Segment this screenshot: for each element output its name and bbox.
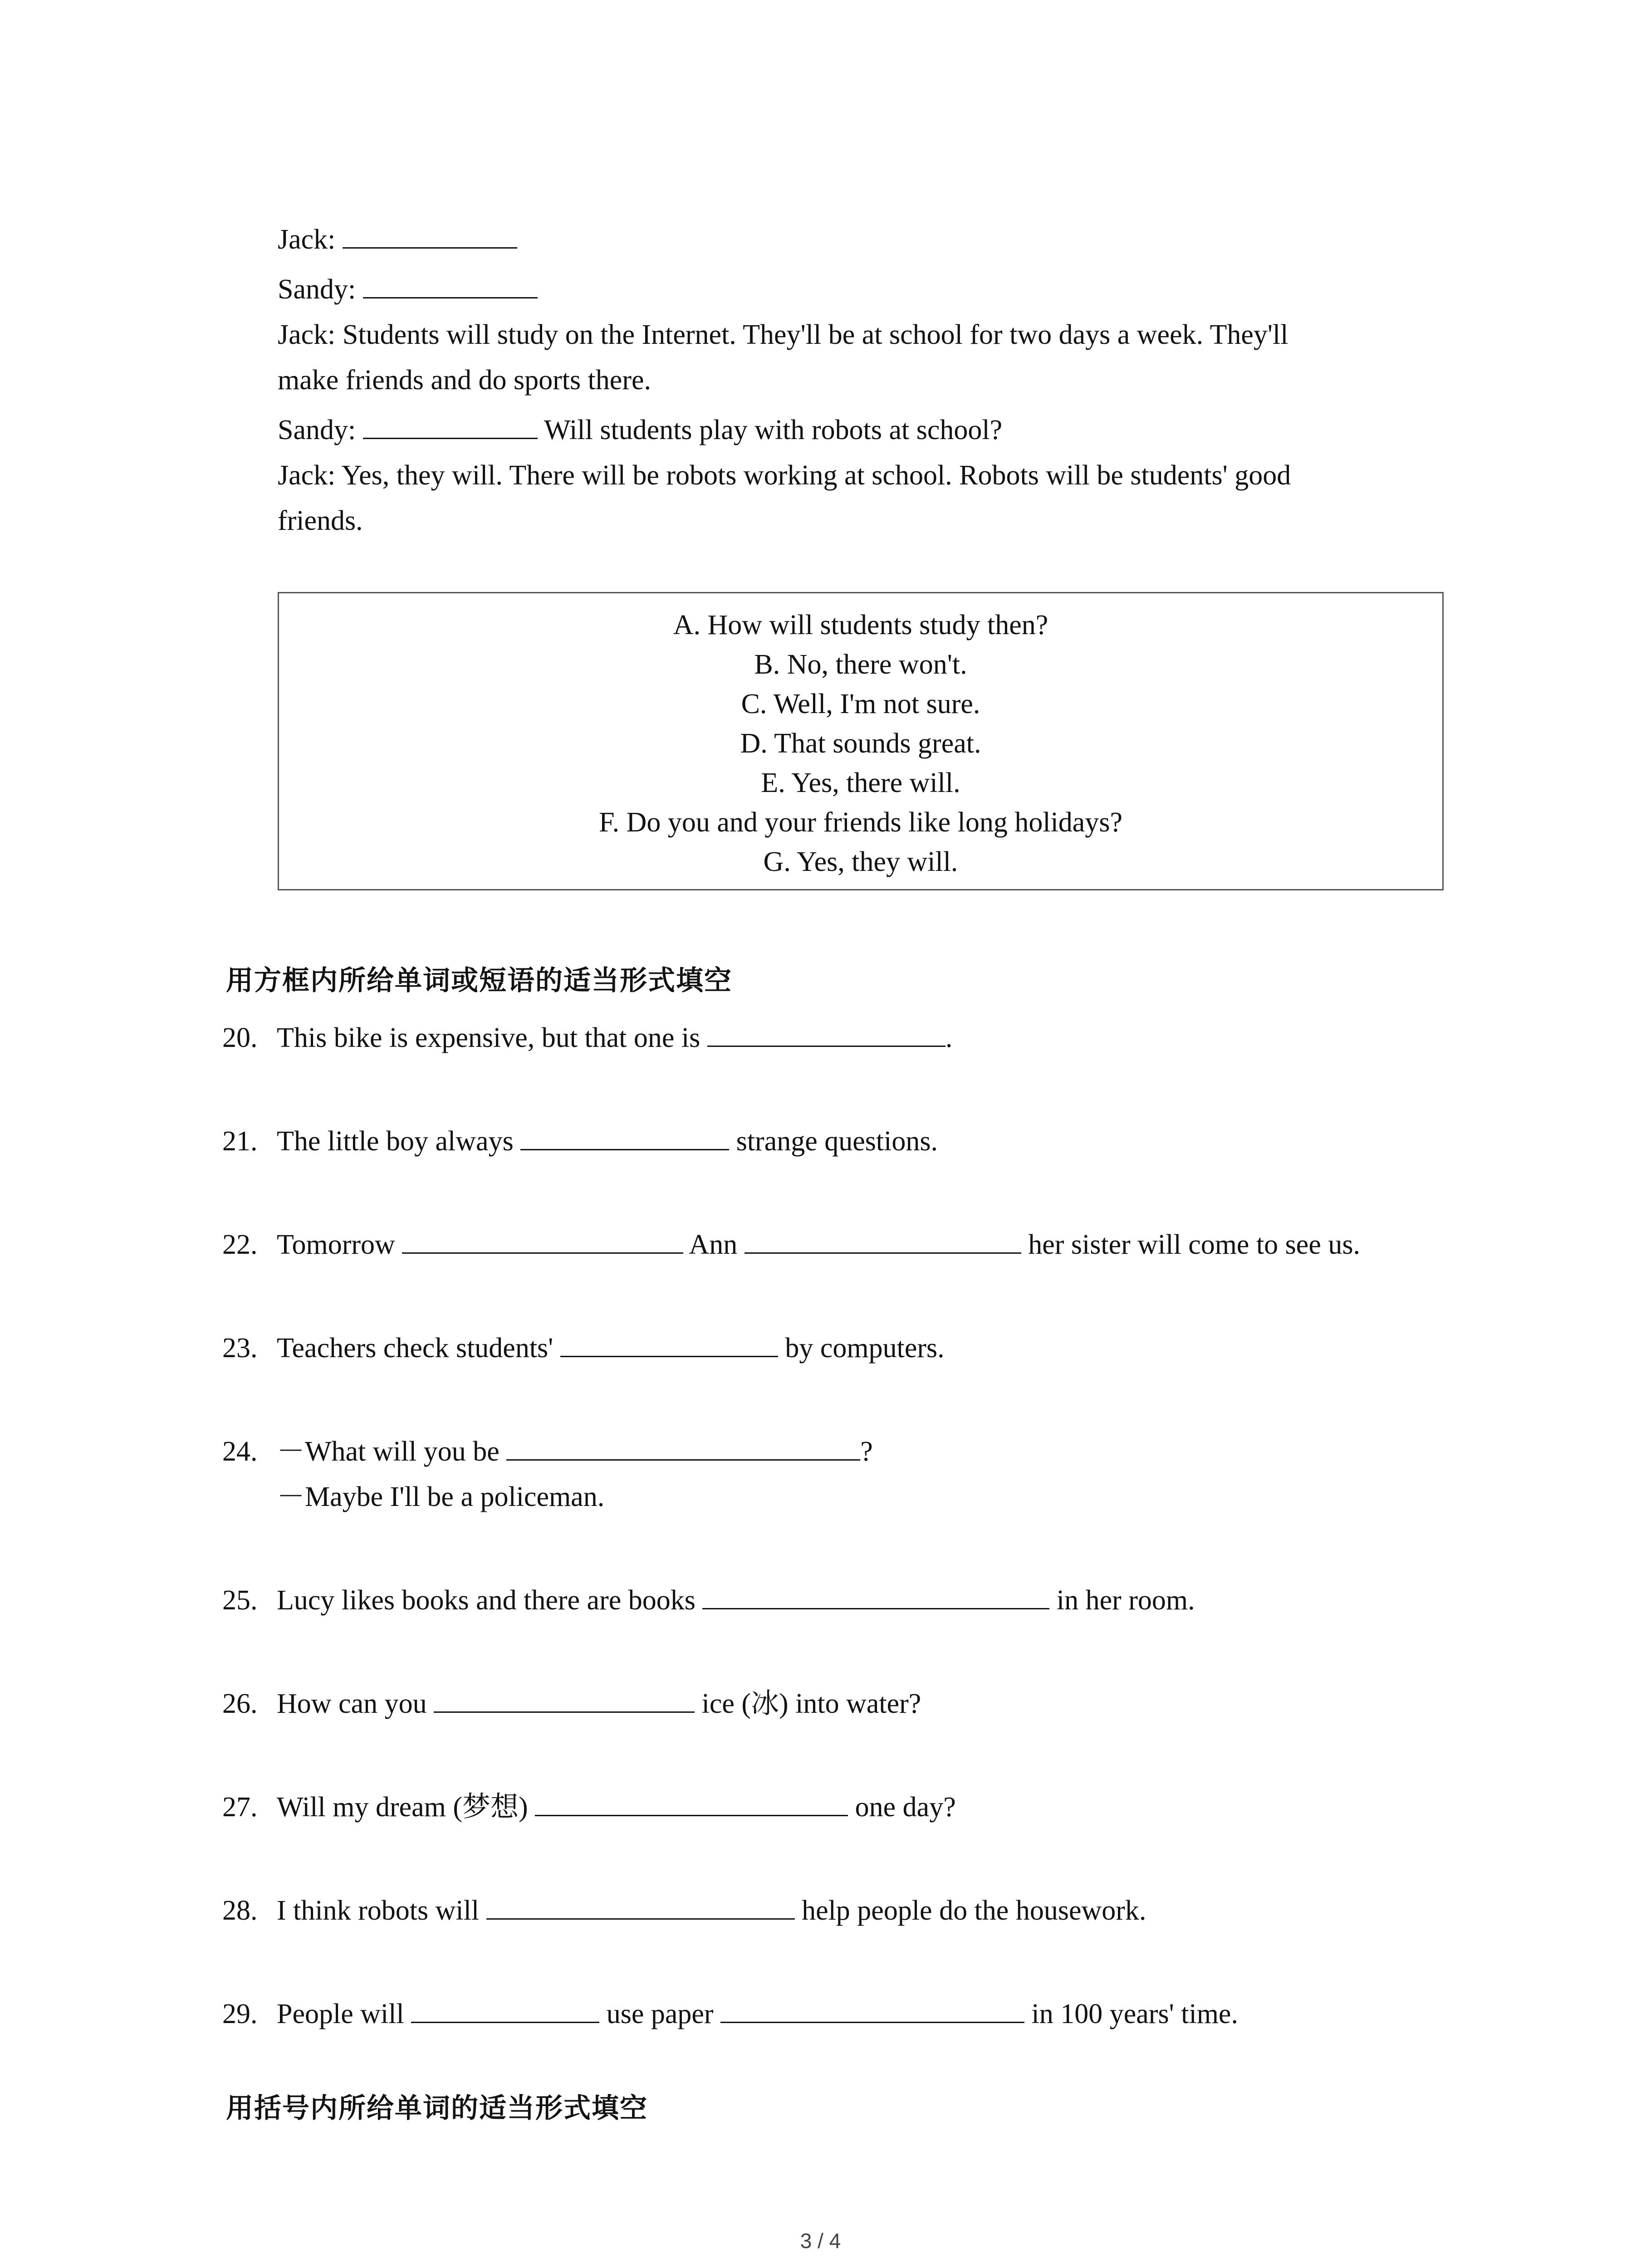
question-20 bbox=[0, 1015, 1641, 1061]
question-text: I think robots will help people do the housework. bbox=[277, 1888, 1146, 1933]
answer-blank[interactable] bbox=[363, 269, 538, 298]
question-number: 24. bbox=[222, 1436, 258, 1467]
dialogue-line-sandy-2 bbox=[278, 407, 1002, 453]
answer-blank[interactable] bbox=[363, 410, 538, 439]
question-24 bbox=[0, 1429, 1641, 1520]
question-number: 26. bbox=[222, 1688, 258, 1719]
option-b: B. No, there won't. bbox=[754, 649, 967, 680]
dialogue-text: Will students play with robots at school? bbox=[537, 415, 1003, 445]
option-e: E. Yes, there will. bbox=[761, 767, 960, 798]
question-29 bbox=[0, 1991, 1641, 2037]
question-text: Lucy likes books and there are books in her room. bbox=[277, 1578, 1195, 1623]
answer-blank[interactable] bbox=[520, 1121, 729, 1150]
question-25 bbox=[0, 1578, 1641, 1623]
question-number: 25. bbox=[222, 1585, 258, 1616]
answer-blank[interactable] bbox=[535, 1787, 848, 1816]
dialogue-line-jack-3-cont: friends. bbox=[278, 505, 363, 536]
option-c: C. Well, I'm not sure. bbox=[741, 689, 980, 719]
option-g: G. Yes, they will. bbox=[763, 846, 958, 877]
question-23 bbox=[0, 1325, 1641, 1371]
question-text: Tomorrow Ann her sister will come to see us. bbox=[277, 1222, 1360, 1267]
question-number: 28. bbox=[222, 1895, 258, 1926]
dialogue-line-jack-2: Jack: Students will study on the Internet. They'll be at school for two days a week. They'll bbox=[278, 319, 1288, 350]
answer-blank[interactable] bbox=[707, 1017, 945, 1047]
options-box bbox=[278, 592, 1444, 890]
answer-blank[interactable] bbox=[343, 219, 517, 249]
question-number: 22. bbox=[222, 1229, 258, 1260]
answer-blank[interactable] bbox=[506, 1431, 860, 1461]
answer-blank[interactable] bbox=[702, 1580, 1049, 1609]
question-answer-line: －Maybe I'll be a policeman. bbox=[277, 1481, 605, 1512]
question-number: 20. bbox=[222, 1022, 258, 1053]
option-a: A. How will students study then? bbox=[673, 610, 1048, 640]
question-28 bbox=[0, 1888, 1641, 1933]
option-f: F. Do you and your friends like long holidays? bbox=[599, 807, 1122, 838]
question-21 bbox=[0, 1119, 1641, 1164]
question-text: This bike is expensive, but that one is . bbox=[277, 1015, 952, 1061]
section-heading-bracket-words: 用括号内所给单词的适当形式填空 bbox=[226, 2092, 648, 2124]
answer-blank[interactable] bbox=[402, 1224, 683, 1254]
answer-blank[interactable] bbox=[434, 1683, 695, 1713]
answer-blank[interactable] bbox=[720, 1994, 1024, 2023]
question-text: Teachers check students' by computers. bbox=[277, 1325, 945, 1371]
page-number: 3 / 4 bbox=[800, 2229, 841, 2253]
answer-blank[interactable] bbox=[745, 1224, 1021, 1254]
question-22 bbox=[0, 1222, 1641, 1267]
question-27 bbox=[0, 1784, 1641, 1830]
option-d: D. That sounds great. bbox=[740, 728, 981, 759]
answer-blank[interactable] bbox=[411, 1994, 599, 2023]
speaker-label: Sandy: bbox=[278, 415, 363, 445]
question-number: 21. bbox=[222, 1126, 258, 1157]
question-text: People will use paper in 100 years' time. bbox=[277, 1991, 1238, 2037]
dialogue-line-jack-1 bbox=[278, 217, 517, 262]
dialogue-line-sandy-1 bbox=[278, 267, 538, 312]
speaker-label: Sandy: bbox=[278, 274, 363, 305]
question-text: The little boy always strange questions. bbox=[277, 1119, 938, 1164]
dialogue-line-jack-3: Jack: Yes, they will. There will be robots working at school. Robots will be students' good bbox=[278, 460, 1291, 491]
speaker-label: Jack: bbox=[278, 224, 343, 255]
question-text: Will my dream (梦想) one day? bbox=[277, 1784, 956, 1830]
question-number: 27. bbox=[222, 1792, 258, 1823]
answer-blank[interactable] bbox=[486, 1890, 795, 1920]
question-text: How can you ice (冰) into water? bbox=[277, 1681, 921, 1726]
question-text: －What will you be ? bbox=[277, 1429, 873, 1474]
question-number: 29. bbox=[222, 1999, 258, 2029]
question-26 bbox=[0, 1681, 1641, 1726]
dialogue-line-jack-2-cont: make friends and do sports there. bbox=[278, 365, 651, 396]
question-number: 23. bbox=[222, 1333, 258, 1364]
answer-blank[interactable] bbox=[560, 1328, 778, 1357]
section-heading-box-words: 用方框内所给单词或短语的适当形式填空 bbox=[226, 965, 732, 997]
